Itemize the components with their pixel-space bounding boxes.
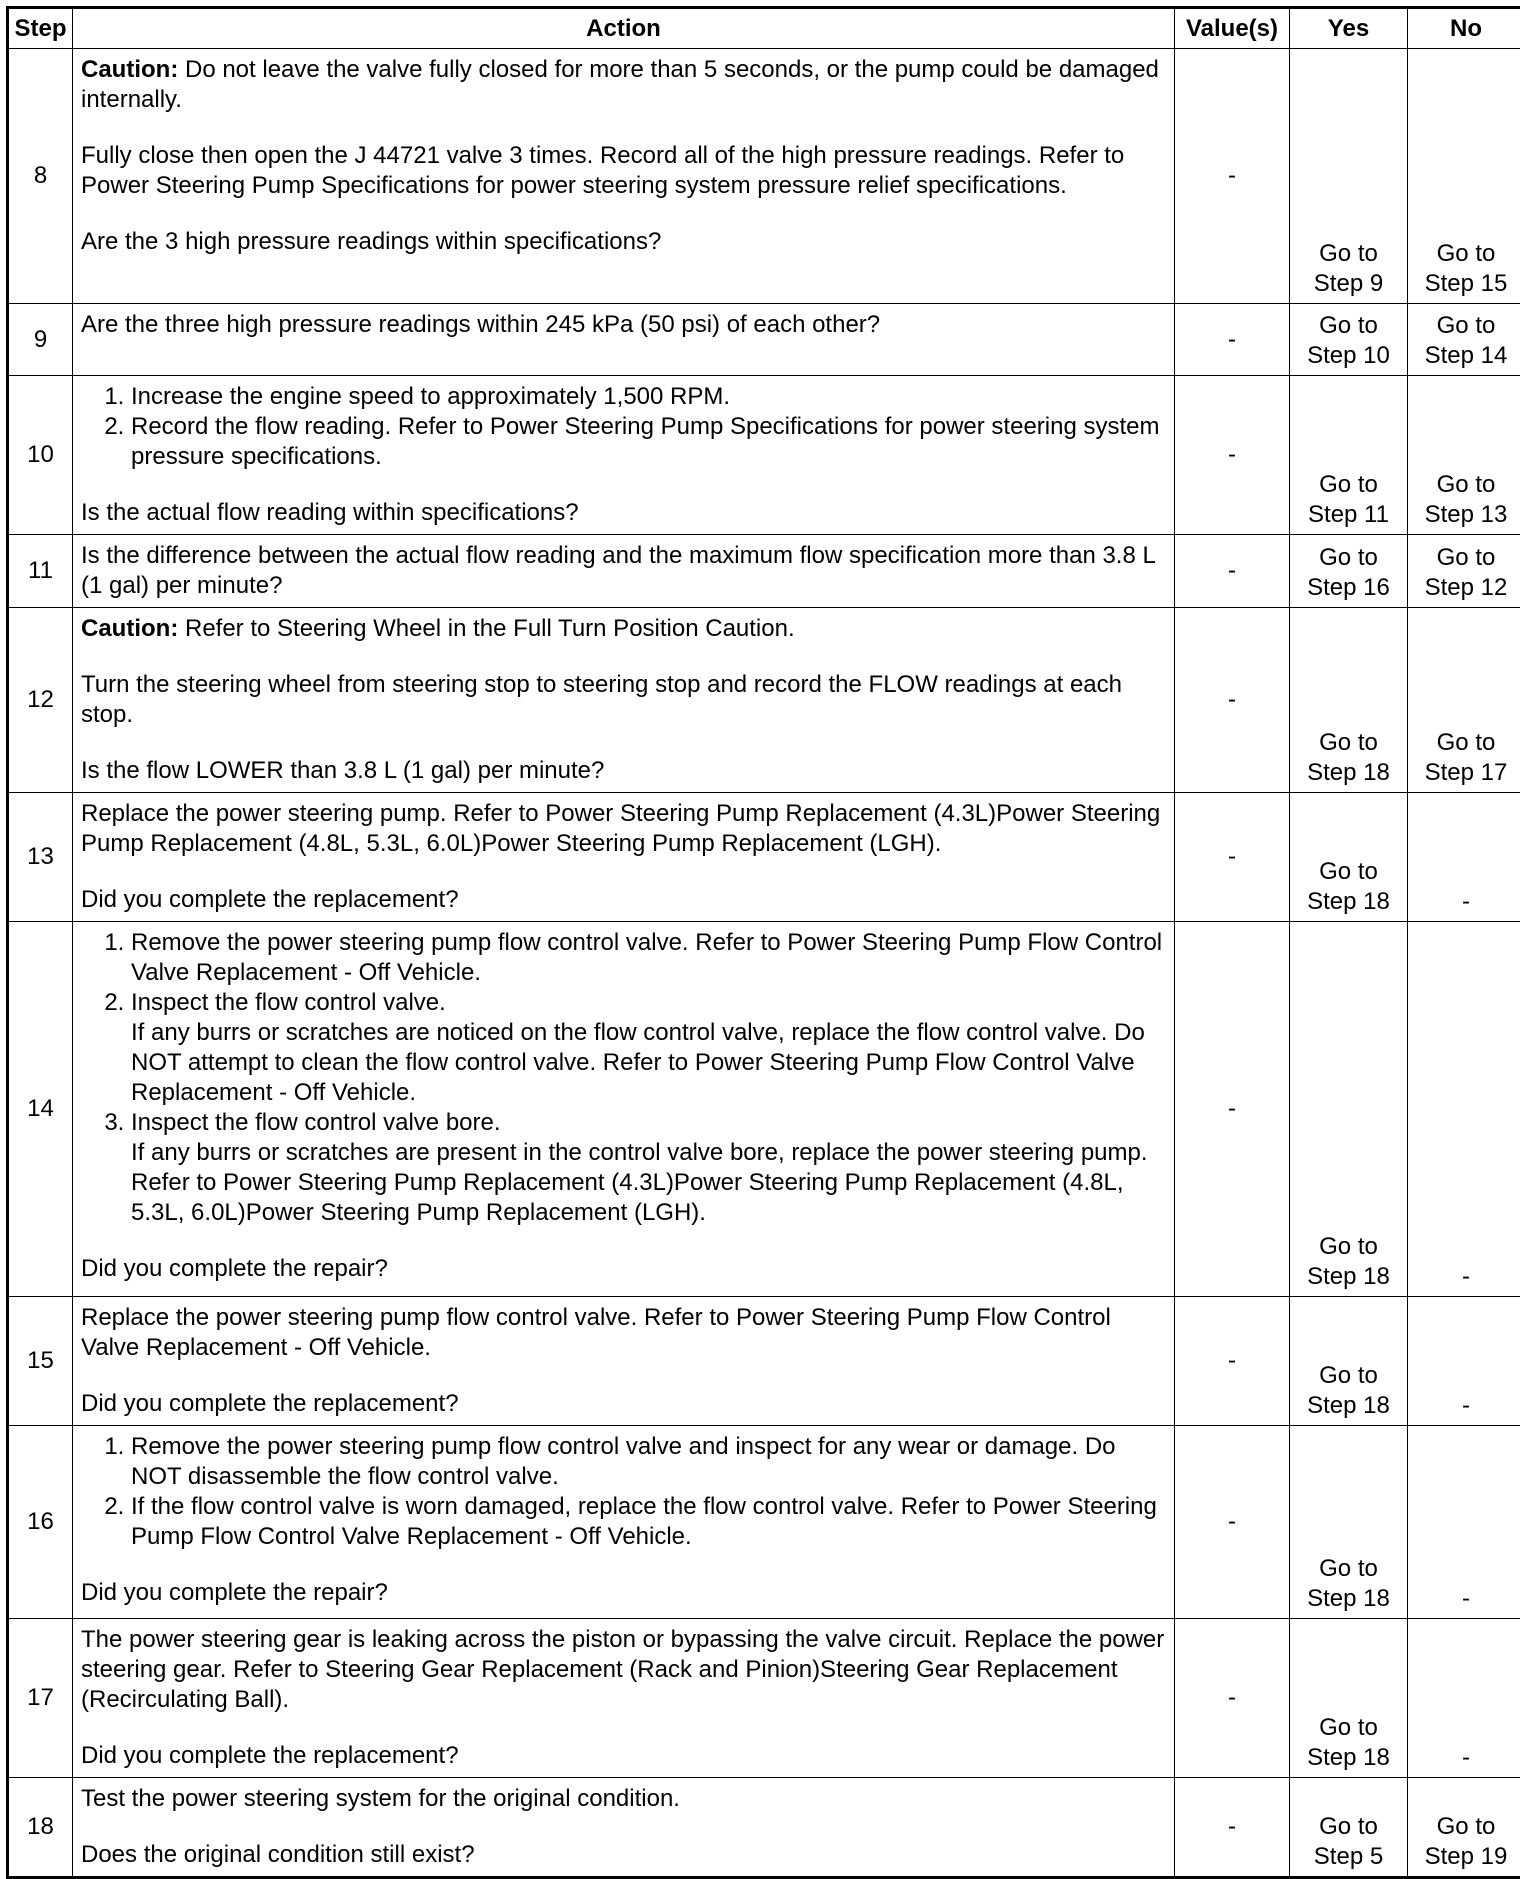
no-cell xyxy=(1408,535,1520,608)
action-cell xyxy=(73,1426,1175,1619)
action-question: Are the 3 high pressure readings within specifications? xyxy=(81,227,1168,257)
table-row-step-14 xyxy=(8,922,1520,1297)
yes-cell xyxy=(1290,608,1408,793)
yes-goto-label: Go to xyxy=(1290,728,1407,758)
table-row-step-13 xyxy=(8,793,1520,922)
action-steps-list xyxy=(81,928,1168,1228)
action-step-item: 1. Remove the power steering pump flow control valve and inspect for any wear or damage. Do NOT disassemble the flow control valve. xyxy=(131,1432,1168,1492)
yes-goto-step: Step 18 xyxy=(1290,758,1407,788)
no-cell: - xyxy=(1408,793,1520,922)
no-goto-label: Go to xyxy=(1408,543,1520,573)
yes-goto-label: Go to xyxy=(1290,470,1407,500)
step-number: 18 xyxy=(8,1778,73,1878)
yes-goto-step: Step 18 xyxy=(1290,887,1407,917)
no-goto-step: Step 13 xyxy=(1408,500,1520,530)
yes-goto-step: Step 18 xyxy=(1290,1391,1407,1421)
action-cell xyxy=(73,1297,1175,1426)
yes-cell xyxy=(1290,1426,1408,1619)
no-cell xyxy=(1408,49,1520,304)
yes-goto-step: Step 18 xyxy=(1290,1584,1407,1614)
action-step-item xyxy=(131,1108,1168,1228)
step-number: 10 xyxy=(8,376,73,535)
value-cell: - xyxy=(1175,1297,1290,1426)
no-goto-step: Step 15 xyxy=(1408,269,1520,299)
yes-goto-label: Go to xyxy=(1290,1554,1407,1584)
yes-cell xyxy=(1290,49,1408,304)
action-cell xyxy=(73,793,1175,922)
step-number: 15 xyxy=(8,1297,73,1426)
action-cell xyxy=(73,376,1175,535)
action-question: Is the difference between the actual flow reading and the maximum flow specification more than 3.8 L (1 gal) per minute? xyxy=(81,541,1168,601)
table-row-step-17 xyxy=(8,1619,1520,1778)
action-cell xyxy=(73,1619,1175,1778)
table-row-step-16 xyxy=(8,1426,1520,1619)
step-number: 11 xyxy=(8,535,73,608)
action-step-item: 1. Increase the engine speed to approximately 1,500 RPM. xyxy=(131,382,1168,412)
action-text: Turn the steering wheel from steering stop to steering stop and record the FLOW readings at each stop. xyxy=(81,670,1168,730)
action-step-item: 2. If the flow control valve is worn damaged, replace the flow control valve. Refer to Power Steering Pump Flow Control Valve Replacement - Off Vehicle. xyxy=(131,1492,1168,1552)
yes-goto-step: Step 9 xyxy=(1290,269,1407,299)
no-cell: - xyxy=(1408,922,1520,1297)
step-number: 17 xyxy=(8,1619,73,1778)
step-number: 16 xyxy=(8,1426,73,1619)
action-question: Did you complete the repair? xyxy=(81,1254,1168,1284)
action-cell xyxy=(73,304,1175,376)
action-text: Replace the power steering pump. Refer to Power Steering Pump Replacement (4.3L)Power Steering Pump Replacement (4.8L, 5.3L, 6.0L)Power Steering Pump Replacement (LGH). xyxy=(81,799,1168,859)
action-step-title: Inspect the flow control valve bore. xyxy=(131,1109,501,1136)
header-action: Action xyxy=(73,8,1175,49)
no-goto-step: Step 19 xyxy=(1408,1842,1520,1872)
action-question: Does the original condition still exist? xyxy=(81,1840,1168,1870)
action-step-item: 2. Record the flow reading. Refer to Power Steering Pump Specifications for power steering system pressure specifications. xyxy=(131,412,1168,472)
action-text: Test the power steering system for the original condition. xyxy=(81,1784,1168,1814)
action-step-detail: If any burrs or scratches are noticed on the flow control valve, replace the flow control valve. Do NOT attempt to clean the flow control valve. Refer to Power Steering Pump Flow Control Valve Replacement - Off Vehicle. xyxy=(131,1018,1168,1108)
no-goto-step: Step 12 xyxy=(1408,573,1520,603)
yes-cell xyxy=(1290,1297,1408,1426)
yes-goto-label: Go to xyxy=(1290,1812,1407,1842)
diagnostic-table xyxy=(6,6,1520,1879)
yes-goto-label: Go to xyxy=(1290,857,1407,887)
action-question: Did you complete the replacement? xyxy=(81,1389,1168,1419)
header-row xyxy=(8,8,1520,49)
yes-cell xyxy=(1290,535,1408,608)
header-step: Step xyxy=(8,8,73,49)
caution-text: Do not leave the valve fully closed for more than 5 seconds, or the pump could be damaged internally. xyxy=(81,56,1159,113)
table-row-step-12 xyxy=(8,608,1520,793)
value-cell: - xyxy=(1175,1778,1290,1878)
caution-note xyxy=(81,614,1168,644)
yes-cell xyxy=(1290,793,1408,922)
no-goto-label: Go to xyxy=(1408,1812,1520,1842)
table-row-step-10 xyxy=(8,376,1520,535)
action-question: Did you complete the replacement? xyxy=(81,1741,1168,1771)
yes-goto-step: Step 18 xyxy=(1290,1262,1407,1292)
yes-goto-step: Step 16 xyxy=(1290,573,1407,603)
caution-note xyxy=(81,55,1168,115)
action-text: The power steering gear is leaking across the piston or bypassing the valve circuit. Replace the power steering gear. Refer to Steering Gear Replacement (Rack and Pinion)Steering Gear Replacement (Recirculating Ball). xyxy=(81,1625,1168,1715)
yes-goto-label: Go to xyxy=(1290,1232,1407,1262)
action-question: Did you complete the repair? xyxy=(81,1578,1168,1608)
caution-label: Caution: xyxy=(81,56,178,83)
no-cell: - xyxy=(1408,1297,1520,1426)
no-goto-label: Go to xyxy=(1408,470,1520,500)
no-goto-label: Go to xyxy=(1408,728,1520,758)
yes-goto-step: Step 18 xyxy=(1290,1743,1407,1773)
value-cell: - xyxy=(1175,608,1290,793)
step-number: 13 xyxy=(8,793,73,922)
action-cell xyxy=(73,535,1175,608)
action-question: Are the three high pressure readings within 245 kPa (50 psi) of each other? xyxy=(81,310,1168,340)
action-step-item: 1. Remove the power steering pump flow control valve. Refer to Power Steering Pump Flow Control Valve Replacement - Off Vehicle. xyxy=(131,928,1168,988)
yes-goto-step: Step 11 xyxy=(1290,500,1407,530)
table-row-step-8 xyxy=(8,49,1520,304)
action-cell xyxy=(73,608,1175,793)
no-goto-step: Step 17 xyxy=(1408,758,1520,788)
no-cell xyxy=(1408,376,1520,535)
action-text: Replace the power steering pump flow control valve. Refer to Power Steering Pump Flow Control Valve Replacement - Off Vehicle. xyxy=(81,1303,1168,1363)
action-question: Is the flow LOWER than 3.8 L (1 gal) per minute? xyxy=(81,756,1168,786)
no-goto-label: Go to xyxy=(1408,311,1520,341)
no-cell xyxy=(1408,608,1520,793)
value-cell: - xyxy=(1175,793,1290,922)
header-yes: Yes xyxy=(1290,8,1408,49)
yes-goto-step: Step 5 xyxy=(1290,1842,1407,1872)
no-goto-step: Step 14 xyxy=(1408,341,1520,371)
step-number: 8 xyxy=(8,49,73,304)
no-cell xyxy=(1408,304,1520,376)
action-text: Fully close then open the J 44721 valve 3 times. Record all of the high pressure readings. Refer to Power Steering Pump Specifications for power steering system pressure relief specifications. xyxy=(81,141,1168,201)
yes-goto-label: Go to xyxy=(1290,1361,1407,1391)
step-number: 12 xyxy=(8,608,73,793)
yes-goto-label: Go to xyxy=(1290,311,1407,341)
action-cell xyxy=(73,49,1175,304)
value-cell: - xyxy=(1175,49,1290,304)
value-cell: - xyxy=(1175,535,1290,608)
yes-cell xyxy=(1290,1619,1408,1778)
value-cell: - xyxy=(1175,922,1290,1297)
yes-goto-label: Go to xyxy=(1290,543,1407,573)
action-step-item xyxy=(131,988,1168,1108)
yes-cell xyxy=(1290,922,1408,1297)
action-question: Is the actual flow reading within specifications? xyxy=(81,498,1168,528)
table-row-step-9 xyxy=(8,304,1520,376)
action-steps-list xyxy=(81,382,1168,472)
value-cell: - xyxy=(1175,1619,1290,1778)
yes-goto-label: Go to xyxy=(1290,1713,1407,1743)
caution-text: Refer to Steering Wheel in the Full Turn Position Caution. xyxy=(178,615,794,642)
caution-label: Caution: xyxy=(81,615,178,642)
action-steps-list xyxy=(81,1432,1168,1552)
value-cell: - xyxy=(1175,304,1290,376)
action-step-detail: If any burrs or scratches are present in the control valve bore, replace the power steering pump. Refer to Power Steering Pump Replacement (4.3L)Power Steering Pump Replacement (4.8L, 5.3L, 6.0L)Power Steering Pump Replacement (LGH). xyxy=(131,1138,1168,1228)
table-row-step-15 xyxy=(8,1297,1520,1426)
step-number: 9 xyxy=(8,304,73,376)
yes-cell xyxy=(1290,304,1408,376)
no-cell: - xyxy=(1408,1619,1520,1778)
value-cell: - xyxy=(1175,1426,1290,1619)
no-goto-label: Go to xyxy=(1408,239,1520,269)
action-question: Did you complete the replacement? xyxy=(81,885,1168,915)
action-step-title: Inspect the flow control valve. xyxy=(131,989,446,1016)
table-row-step-11 xyxy=(8,535,1520,608)
value-cell: - xyxy=(1175,376,1290,535)
step-number: 14 xyxy=(8,922,73,1297)
header-value: Value(s) xyxy=(1175,8,1290,49)
yes-goto-label: Go to xyxy=(1290,239,1407,269)
yes-cell xyxy=(1290,376,1408,535)
no-cell: - xyxy=(1408,1426,1520,1619)
header-no: No xyxy=(1408,8,1520,49)
action-cell xyxy=(73,922,1175,1297)
yes-goto-step: Step 10 xyxy=(1290,341,1407,371)
